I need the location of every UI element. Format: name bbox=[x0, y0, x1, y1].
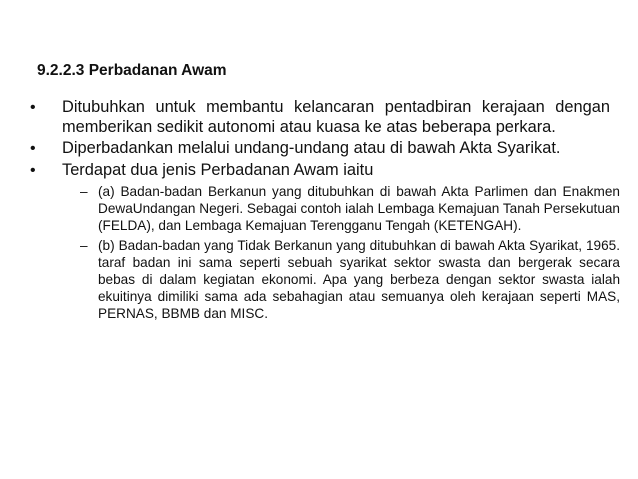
bullet-item bbox=[30, 98, 610, 137]
bullet-marker: • bbox=[30, 161, 36, 179]
dash-marker: – bbox=[80, 184, 88, 199]
bullet-marker: • bbox=[30, 99, 36, 116]
bullet-item bbox=[30, 139, 610, 159]
bullet-marker: • bbox=[30, 140, 36, 157]
sub-item-text: (b) Badan-badan yang Tidak Berkanun yang ditubuhkan di bawah Akta Syarikat, 1965. taraf badan ini sama seperti sebuah syarikat sektor swasta dan bergerak secara bebas di dalam kegiatan ekonomi. Apa yang berbeza dengan sektor swasta ialah ekuitinya dimiliki sama ada sebahagian atau semuanya oleh kerajaan seperti MAS, PERNAS, BBMB dan MISC. bbox=[98, 238, 620, 321]
bullet-list bbox=[30, 98, 620, 325]
bullet-item bbox=[30, 160, 620, 323]
bullet-text: Diperbadankan melalui undang-undang atau di bawah Akta Syarikat. bbox=[62, 139, 561, 157]
sub-list bbox=[50, 183, 620, 322]
dash-marker: – bbox=[80, 238, 88, 253]
bullet-text: Terdapat dua jenis Perbadanan Awam iaitu bbox=[62, 160, 374, 179]
sub-item bbox=[50, 237, 620, 322]
sub-item-text: (a) Badan-badan Berkanun yang ditubuhkan di bawah Akta Parlimen dan Enakmen DewaUndangan Negeri. Sebagai contoh ialah Lembaga Kemajuan Tanah Persekutuan (FELDA), dan Lembaga Kemajuan Terengganu Tengah (KETENGAH). bbox=[98, 184, 620, 233]
sub-item bbox=[50, 183, 620, 234]
bullet-text: Ditubuhkan untuk membantu kelancaran pentadbiran kerajaan dengan memberikan sedikit autonomi atau kuasa ke atas beberapa perkara. bbox=[62, 98, 610, 136]
section-heading: 9.2.2.3 Perbadanan Awam bbox=[37, 62, 227, 79]
